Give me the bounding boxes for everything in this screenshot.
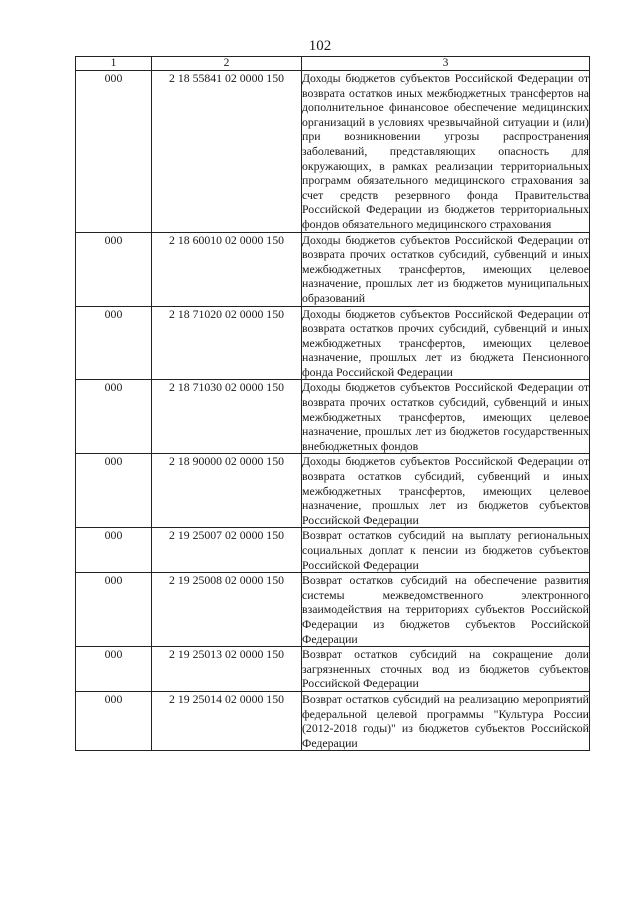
admin-code-cell: 000: [76, 232, 152, 306]
table-row: [76, 306, 590, 380]
description-cell: Доходы бюджетов субъектов Российской Федерации от возврата прочих остатков субсидий, субвенций и иных межбюджетных трансфертов, имеющих целевое назначение, прошлых лет из бюджетов государственных внебюджетных фондов: [302, 380, 589, 453]
table-row: [76, 454, 590, 528]
admin-code-cell: 000: [76, 71, 152, 233]
description-cell: Доходы бюджетов субъектов Российской Федерации от возврата остатков иных межбюджетных трансфертов на дополнительное финансовое обеспечение медицинских организаций в условиях чрезвычайной ситуации и (или) при возникновении угрозы распространения заболеваний, представляющих опасность для окружающих, в рамках реализации территориальных программ обязательного медицинского страхования за счет средств резервного фонда Правительства Российской Федерации из бюджетов территориальных фондов обязательного медицинского страхования: [302, 71, 589, 231]
table-row: [76, 528, 590, 573]
table-row: [76, 232, 590, 306]
table-row: [76, 573, 590, 647]
kbk-code-cell: 2 19 25008 02 0000 150: [152, 573, 302, 647]
description-cell: Доходы бюджетов субъектов Российской Федерации от возврата прочих остатков субсидий, субвенций и иных межбюджетных трансфертов, имеющих целевое назначение, прошлых лет из бюджетов муниципальных образований: [302, 232, 589, 305]
description-cell: Возврат остатков субсидий на сокращение доли загрязненных сточных вод из бюджетов субъектов Российской Федерации: [302, 647, 589, 691]
table-header-row: [76, 57, 590, 71]
description-cell: Возврат остатков субсидий на обеспечение развития системы межведомственного электронного взаимодействия на территориях субъектов Российской Федерации из бюджетов субъектов Российской Федерации: [302, 573, 589, 646]
budget-classification-table: [75, 56, 590, 751]
kbk-code-cell: 2 18 90000 02 0000 150: [152, 454, 302, 528]
description-cell: Доходы бюджетов субъектов Российской Федерации от возврата остатков субсидий, субвенций и иных межбюджетных трансфертов, имеющих целевое назначение, прошлых лет из бюджетов субъектов Российской Федерации: [302, 454, 589, 527]
admin-code-cell: 000: [76, 380, 152, 454]
column-header-1: 1: [76, 57, 152, 71]
description-cell: Возврат остатков субсидий на реализацию мероприятий федеральной целевой программы "Культура России (2012-2018 годы)" из бюджетов субъектов Российской Федерации: [302, 691, 589, 750]
kbk-code-cell: 2 19 25013 02 0000 150: [152, 647, 302, 692]
column-header-2: 2: [152, 57, 302, 71]
description-cell: Возврат остатков субсидий на выплату региональных социальных доплат к пенсии из бюджетов субъектов Российской Федерации: [302, 528, 589, 572]
admin-code-cell: 000: [76, 573, 152, 647]
description-cell: Доходы бюджетов субъектов Российской Федерации от возврата остатков прочих субсидий, субвенций и иных межбюджетных трансфертов, имеющих целевое назначение, прошлых лет из бюджета Пенсионного фонда Российской Федерации: [302, 306, 589, 379]
admin-code-cell: 000: [76, 647, 152, 692]
kbk-code-cell: 2 18 71020 02 0000 150: [152, 306, 302, 380]
kbk-code-cell: 2 18 71030 02 0000 150: [152, 380, 302, 454]
admin-code-cell: 000: [76, 691, 152, 750]
page-number: 102: [308, 38, 332, 54]
kbk-code-cell: 2 19 25007 02 0000 150: [152, 528, 302, 573]
admin-code-cell: 000: [76, 454, 152, 528]
kbk-code-cell: 2 18 55841 02 0000 150: [152, 71, 302, 233]
table-row: [76, 647, 590, 692]
column-header-3: 3: [302, 57, 590, 71]
table-row: [76, 71, 590, 233]
table-row: [76, 380, 590, 454]
table-row: [76, 691, 590, 750]
kbk-code-cell: 2 19 25014 02 0000 150: [152, 691, 302, 750]
admin-code-cell: 000: [76, 306, 152, 380]
admin-code-cell: 000: [76, 528, 152, 573]
kbk-code-cell: 2 18 60010 02 0000 150: [152, 232, 302, 306]
